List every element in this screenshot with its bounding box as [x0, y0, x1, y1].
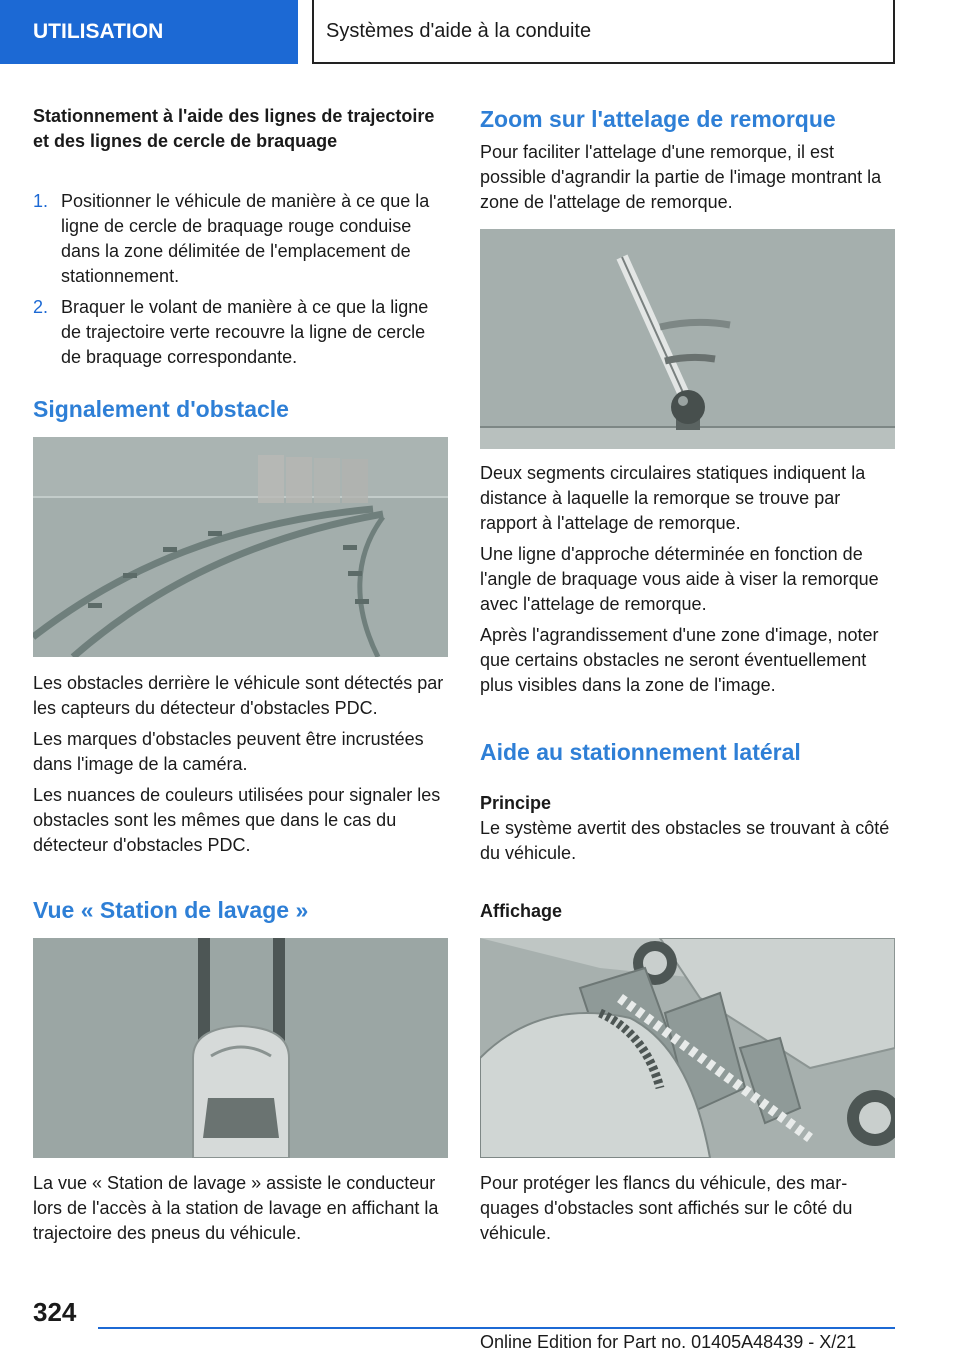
edition-note: Online Edition for Part no. 01405A48439 - X/21 — [480, 1332, 857, 1352]
section-title-zoom: Zoom sur l'attelage de remorque — [480, 106, 836, 132]
list-item: 2. Braquer le volant de manière à ce que la ligne de trajectoire verte recouvre la ligne de cercle de braquage correspondante. — [33, 297, 429, 367]
section-title-obstacle: Signalement d'obstacle — [33, 396, 289, 422]
subhead-principe: Principe — [480, 793, 552, 813]
principe-text: Le système avertit des obstacles se trouvant à côté du véhicule. — [480, 818, 890, 863]
subhead-affichage: Affichage — [480, 901, 563, 921]
trailer-hitch-zoom-image — [480, 229, 895, 449]
zoom-text-2: Deux segments circulaires statiques indiquent la distance à laquelle la remorque se trouve par rapport à l'attelage de remorque. — [480, 463, 866, 533]
obstacle-text-3: Les nuances de couleurs utilisées pour signaler les obstacles sont les mêmes que dans le cas du détecteur d'obstacles PDC. — [33, 785, 441, 855]
section-title-lateral: Aide au stationnement latéral — [480, 739, 801, 765]
footer-divider — [98, 1327, 895, 1329]
page-number: 324 — [33, 1297, 77, 1327]
zoom-text-1: Pour faciliter l'attelage d'une remorque, il est possible d'agrandir la partie de l'image montrant la zone de l'attelage de remorque. — [480, 142, 882, 212]
steps-list — [33, 189, 448, 370]
subhead-parking: Stationnement à l'aide des lignes de trajectoire et des lignes de cercle de braquage — [33, 106, 435, 151]
header-chapter: Systèmes d'aide à la conduite — [312, 0, 895, 64]
obstacle-text-1: Les obstacles derrière le véhicule sont détectés par les capteurs du détecteur d'obstacles PDC. — [33, 673, 444, 718]
header-section: UTILISATION — [0, 0, 298, 64]
list-item: 1. Positionner le véhicule de manière à ce que la ligne de cercle de braquage rouge conduise dans la zone délimitée de l'emplacement de stationnement. — [33, 191, 430, 286]
lateral-parking-image — [480, 938, 895, 1158]
section-title-wash: Vue « Station de lavage » — [33, 897, 309, 923]
obstacle-camera-image — [33, 437, 448, 657]
obstacle-text-2: Les marques d'obstacles peuvent être incrustées dans l'image de la caméra. — [33, 729, 424, 774]
wash-text: La vue « Station de lavage » assiste le conducteur lors de l'accès à la station de lavage en affichant la trajectoire des pneus du véhicule. — [33, 1173, 439, 1243]
zoom-text-3: Une ligne d'approche déterminée en fonction de l'angle de braquage vous aide à viser la remorque avec l'attelage de remorque. — [480, 544, 879, 614]
zoom-text-4: Après l'agrandissement d'une zone d'image, noter que certains obstacles ne seront éventuellement plus visibles dans la zone de l'image. — [480, 625, 879, 695]
affichage-text: Pour protéger les flancs du véhicule, des marquages d'obstacles sont affichés sur le côté du véhicule. — [480, 1173, 853, 1243]
car-wash-view-image — [33, 938, 448, 1158]
